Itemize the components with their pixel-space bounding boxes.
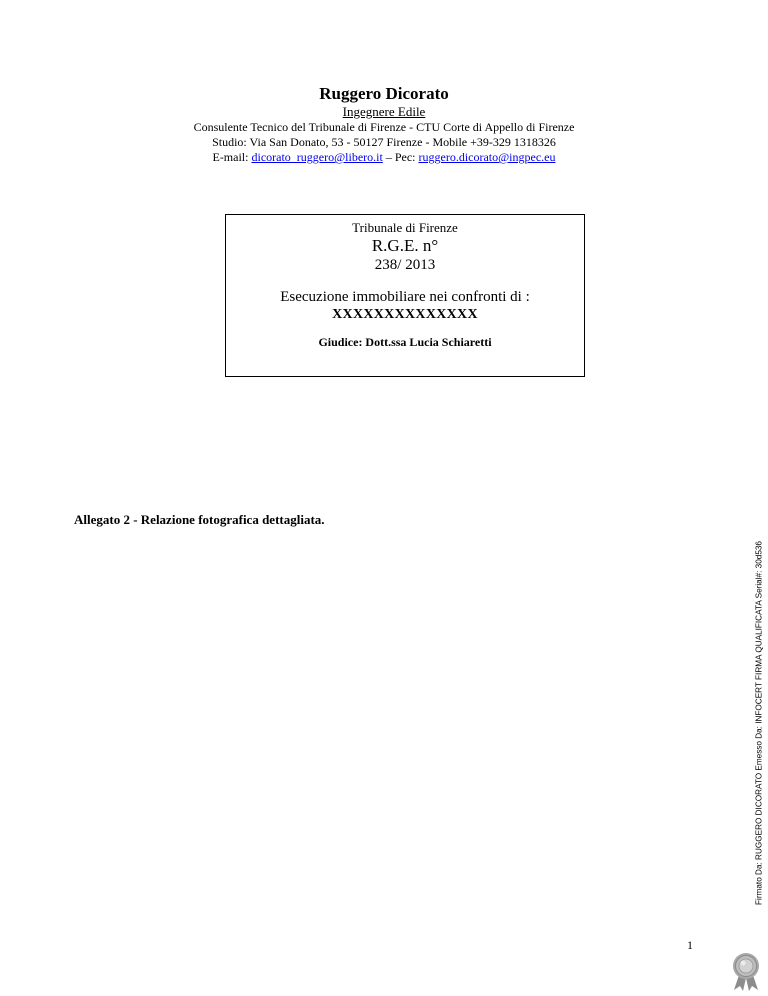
attachment-title: Allegato 2 - Relazione fotografica dettagliata. <box>74 512 325 527</box>
judge-name: Giudice: Dott.ssa Lucia Schiaretti <box>318 335 492 349</box>
rge-label: R.G.E. n° <box>371 236 439 255</box>
digital-signature-text: Firmato Da: RUGGERO DICORATO Emesso Da: INFOCERT FIRMA QUALIFICATA Serial#: 30d536 <box>754 541 764 905</box>
execution-text: Esecuzione immobiliare nei confronti di : <box>280 289 530 305</box>
debtor-name: XXXXXXXXXXXXXX <box>332 307 478 322</box>
digital-signature-stamp <box>752 541 766 905</box>
email-label: E-mail: <box>212 150 252 164</box>
case-number: 238/ 2013 <box>374 257 436 273</box>
pec-link[interactable]: ruggero.dicorato@ingpec.eu <box>418 150 556 164</box>
letterhead <box>0 84 768 165</box>
author-profession: Ingegnere Edile <box>342 104 426 119</box>
certificate-seal-icon <box>728 951 764 991</box>
court-name: Tribunale di Firenze <box>352 220 458 235</box>
email-link[interactable]: dicorato_ruggero@libero.it <box>251 150 383 164</box>
pec-label: – Pec: <box>382 150 419 164</box>
author-role: Consulente Tecnico del Tribunale di Firenze - CTU Corte di Appello di Firenze <box>193 120 575 134</box>
contact-line <box>0 150 768 165</box>
author-name: Ruggero Dicorato <box>319 84 449 103</box>
case-info-box <box>225 214 585 377</box>
page-number: 1 <box>687 938 693 952</box>
studio-address: Studio: Via San Donato, 53 - 50127 Firenze - Mobile +39-329 1318326 <box>212 135 556 149</box>
